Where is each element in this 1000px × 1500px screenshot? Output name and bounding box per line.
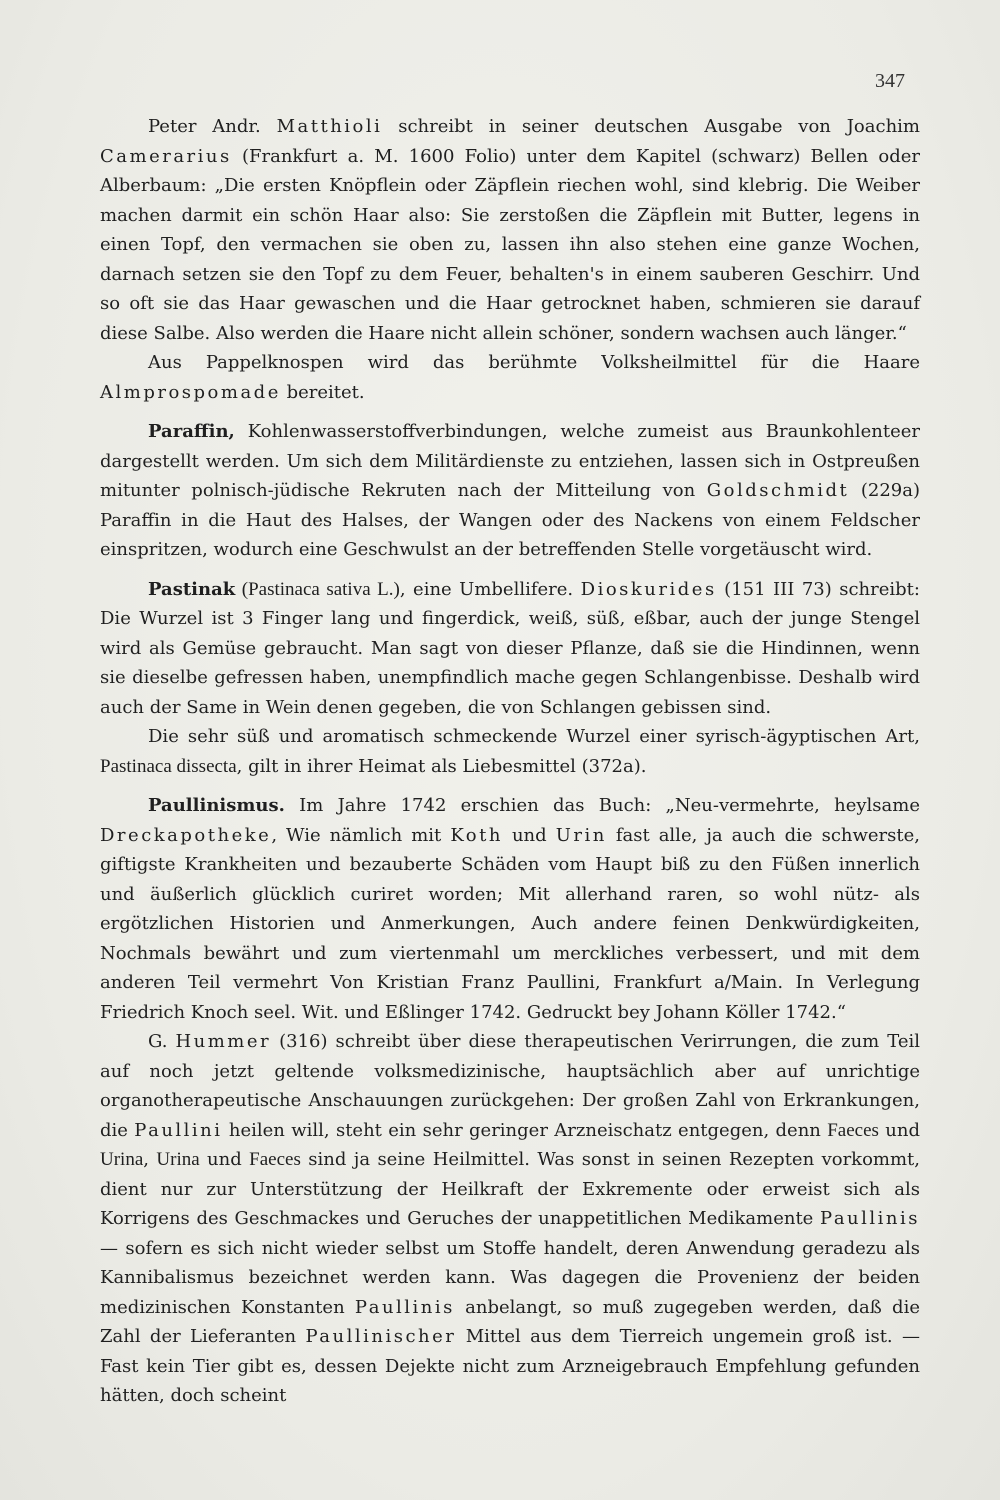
spaced-text: Paullinis [820, 1208, 920, 1229]
spaced-text: Urin [555, 824, 607, 846]
text-run: Peter Andr. [148, 116, 277, 137]
spaced-text: Paullinis [354, 1296, 455, 1318]
latin-text: Urina [100, 1149, 144, 1170]
paragraph-p3 [100, 417, 920, 565]
spaced-text: Dreckapotheke [100, 824, 272, 846]
spaced-text: Dioskurides [580, 578, 717, 600]
paragraph-p7 [100, 1027, 920, 1411]
spaced-text: Paullinischer [305, 1326, 457, 1347]
spaced-text: Camerarius [100, 145, 232, 167]
text-run: heilen will, steht ein sehr geringer Arzneischatz entgegen, denn [222, 1119, 828, 1141]
paragraph-p6 [100, 791, 920, 1027]
text-run: , eine Umbellifere. [399, 578, 581, 600]
spaced-text: Paullini [134, 1119, 223, 1141]
paragraph-p5 [100, 722, 920, 781]
entry-headword: Paraffin, [148, 421, 235, 442]
body-text [100, 112, 920, 1411]
spaced-text: Goldschmidt [706, 480, 850, 501]
text-run: Im Jahre 1742 erschien das Buch: „Neu-vermehrte, heylsame [284, 795, 920, 816]
text-run: anbelangt, so muß zugegeben werden, daß die Zahl der Lieferanten [100, 1296, 920, 1347]
text-run: bereitet. [280, 381, 365, 403]
spaced-text: Almprospomade [100, 381, 281, 403]
text-run: sind ja seine Heilmittel. Was sonst in seinen Rezepten vorkommt, dient nur zur Unterstützung der Heilkraft der Exkremente oder erweist sich als Korrigens des Geschmackes und Geruches der unappetitlichen Medikamente [100, 1149, 921, 1229]
text-run: Mittel aus dem Tierreich ungemein groß ist. — Fast kein Tier gibt es, dessen Dejekte nicht zum Arzneigebrauch Empfehlung gefunden hätten, doch scheint [100, 1326, 920, 1406]
text-run: schreibt in seiner deutschen Ausgabe von Joachim [382, 116, 920, 137]
latin-text: Faeces [827, 1119, 879, 1141]
text-run: G. [148, 1031, 176, 1052]
paragraph-p1 [100, 112, 920, 348]
paragraph-p4 [100, 575, 920, 723]
text-run: , Wie nämlich mit [271, 824, 451, 846]
text-run: und [502, 824, 556, 846]
spaced-text: Matthioli [276, 116, 383, 137]
text-run: (151 III 73) schreibt: Die Wurzel ist 3 Finger lang und fingerdick, weiß, süß, eßbar, auch der junge Stengel wird als Gemüse gebraucht. Man sagt von dieser Pflanze, daß sie die Hindinnen, wenn sie dieselbe gefressen haben, unempfindlich mache gegen Schlangenbisse. Deshalb wird auch der Same in Wein denen gegeben, die von Schlangen gebissen sind. [100, 578, 920, 718]
spaced-text: Koth [450, 824, 503, 846]
latin-text: Faeces [249, 1149, 301, 1170]
text-run: , [143, 1149, 157, 1170]
text-run: fast alle, ja auch die schwerste, giftigste Krankheiten und bezauberte Schäden vom Haupt biß zu den Füßen innerlich und äußerlich glücklich curiret worden; Mit allerhand raren, so wohl nütz- als ergötzlichen Historien und Anmerkungen, Auch andere feinen Denkwürdigkeiten, Nochmals bewährt und zum viertenmahl um merckliches verbessert, und mit dem anderen Teil vermehrt Von Kristian Franz Paullini, Frankfurt a/Main. In Verlegung Friedrich Knoch seel. Wit. und Eßlinger 1742. Gedruckt bey Johann Köller 1742.“ [100, 824, 921, 1023]
text-run: und [199, 1149, 250, 1170]
text-run: und [878, 1119, 920, 1141]
entry-headword: Paullinismus. [148, 795, 285, 816]
text-run: (316) schreibt über diese therapeutischen Verirrungen, die zum Teil auf noch jetzt geltende volksmedizinische, hauptsächlich aber auf unrichtige organotherapeutische Anschauungen zurückgehen: Der großen Zahl von Erkrankungen, die [100, 1031, 920, 1141]
text-run: , gilt in ihrer Heimat als Liebesmittel (372a). [236, 755, 647, 777]
spaced-text: Hummer [175, 1031, 272, 1052]
entry-headword: Pastinak [148, 578, 236, 600]
text-run: Kohlenwasserstoffverbindungen, welche zumeist aus Braunkohlenteer dargestellt werden. Um sich dem Militärdienste zu entziehen, lassen sich in Ostpreußen mitunter polnisch-jüdische Rekruten nach der Mitteilung von [100, 421, 920, 501]
latin-text: Pastinaca dissecta [100, 755, 237, 777]
text-run: Aus Pappelknospen wird das berühmte Volksheilmittel für die Haare [148, 352, 920, 373]
page-number: 347 [875, 70, 905, 92]
text-run: (229a) Paraffin in die Haut des Halses, der Wangen oder des Nackens von einem Feldscher einspritzen, wodurch eine Geschwulst an der betreffenden Stelle vorgetäuscht wird. [100, 480, 920, 560]
text-run: — sofern es sich nicht wieder selbst um Stoffe handelt, deren Anwendung geradezu als Kannibalismus bezeichnet werden kann. Was dagegen die Provenienz der beiden medizinischen Konstanten [100, 1237, 920, 1318]
latin-text: (Pastinaca sativa L.) [235, 578, 400, 600]
paragraph-p2 [100, 348, 920, 407]
latin-text: Urina [156, 1149, 200, 1170]
text-run: Die sehr süß und aromatisch schmeckende Wurzel einer syrisch-ägyptischen Art, [148, 726, 920, 747]
text-run: (Frankfurt a. M. 1600 Folio) unter dem Kapitel (schwarz) Bellen oder Alberbaum: „Die ersten Knöpflein oder Zäpflein riechen wohl, sind klebrig. Die Weiber machen darmit ein schön Haar also: Sie zerstoßen die Zäpflein mit Butter, legens in einen Topf, den vermachen sie oben zu, lassen ihn also stehen eine ganze Wochen, darnach setzen sie den Topf zu dem Feuer, behalten's in einem sauberen Geschirr. Und so oft sie das Haar gewaschen und die Haar getrocknet haben, schmieren sie darauf diese Salbe. Also werden die Haare nicht allein schöner, sondern wachsen auch länger.“ [100, 145, 920, 344]
